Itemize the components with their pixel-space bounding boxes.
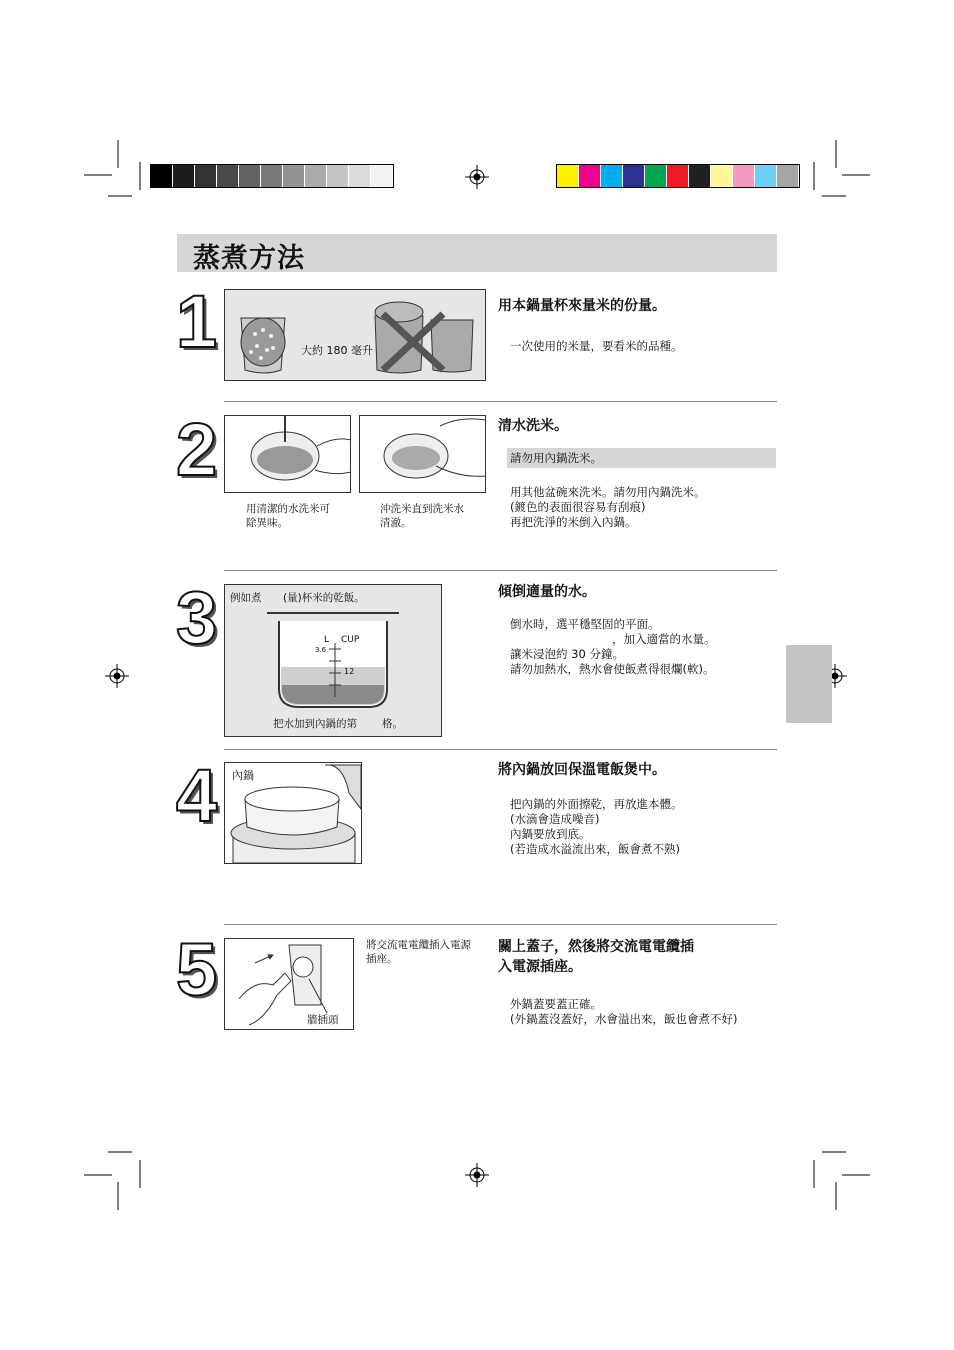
color-swatch	[283, 165, 305, 187]
color-bar	[556, 164, 800, 188]
step2-body-line: 再把洗淨的米倒入內鍋。	[510, 515, 637, 529]
title-band	[177, 234, 777, 272]
divider	[224, 749, 777, 750]
step1-heading: 用本鍋量杯來量米的份量。	[498, 298, 666, 314]
scale-right-value: 12	[344, 667, 355, 676]
rinsing-rice-icon	[360, 416, 486, 493]
divider	[224, 570, 777, 571]
color-swatch	[217, 165, 239, 187]
color-swatch	[261, 165, 283, 187]
cup-volume-label: 大約 180 毫升	[301, 344, 373, 357]
step4-illustration	[224, 762, 362, 864]
step-number-5: 5	[176, 928, 218, 1011]
step3-body-line: 請勿加熱水，熱水會使飯煮得很爛(軟)。	[510, 662, 715, 676]
step5-heading-line2: 入電源插座。	[498, 959, 582, 975]
color-swatch	[711, 165, 733, 187]
step5-side-note-line2: 插座。	[366, 953, 398, 965]
side-tab	[786, 645, 832, 723]
step5-side-note-line1: 將交流電電纜插入電源	[366, 939, 471, 951]
step4-heading: 將內鍋放回保溫電飯煲中。	[498, 762, 666, 778]
color-swatch	[733, 165, 755, 187]
page-title: 蒸煮方法	[193, 243, 305, 274]
scale-left-unit: L	[324, 635, 330, 645]
step3-heading: 傾倒適量的水。	[498, 584, 596, 600]
measuring-cup-icon	[225, 290, 486, 381]
color-swatch	[667, 165, 689, 187]
divider	[224, 924, 777, 925]
color-swatch	[777, 165, 799, 187]
step5-illustration	[224, 938, 354, 1030]
step4-body-line: 內鍋要放到底。	[510, 827, 591, 841]
step5-body-line: 外鍋蓋要蓋正確。	[510, 997, 602, 1011]
color-swatch	[623, 165, 645, 187]
color-swatch	[195, 165, 217, 187]
wall-socket-label: 牆插頭	[307, 1014, 339, 1026]
step3-box-bottom-b: 格。	[382, 718, 403, 730]
color-swatch	[327, 165, 349, 187]
scale-right-unit: CUP	[341, 635, 360, 645]
color-swatch	[579, 165, 601, 187]
color-swatch	[151, 165, 173, 187]
registration-mark-icon	[465, 165, 489, 189]
step-number-2: 2	[176, 408, 218, 491]
color-swatch	[349, 165, 371, 187]
step2-illustration-left	[224, 415, 351, 493]
step2-body-line: 用其他盆碗來洗米。請勿用內鍋洗米。	[510, 485, 706, 499]
color-swatch	[305, 165, 327, 187]
step3-box-bottom-a: 把水加到內鍋的第	[273, 718, 357, 730]
inner-pot-label: 內鍋	[232, 769, 254, 782]
step-number-3: 3	[176, 576, 218, 659]
color-swatch	[601, 165, 623, 187]
step5-body-line: (外鍋蓋沒蓋好，水會溢出來，飯也會煮不好)	[510, 1012, 738, 1026]
color-swatch	[689, 165, 711, 187]
color-swatch	[239, 165, 261, 187]
step3-box-top-b: (量)杯米的乾飯。	[283, 592, 365, 604]
grayscale-bar	[150, 164, 394, 188]
color-swatch	[557, 165, 579, 187]
color-swatch	[755, 165, 777, 187]
step2-illustration-right	[359, 415, 486, 493]
step2-caption-left-line2: 除異味。	[246, 517, 288, 529]
step4-body-line: 把內鍋的外面擦乾，再放進本體。	[510, 797, 683, 811]
step2-caption-right-line1: 沖洗米直到洗米水	[380, 503, 464, 515]
step2-heading: 清水洗米。	[498, 418, 568, 434]
step3-body-line: 倒水時，選平穩堅固的平面。	[510, 617, 660, 631]
scale-left-value: 3.6	[315, 646, 327, 654]
step4-body-line: (水滴會造成噪音)	[510, 812, 600, 826]
step-number-4: 4	[176, 754, 218, 837]
step2-caption-right-line2: 清澈。	[380, 517, 412, 529]
step1-illustration	[224, 289, 486, 381]
registration-mark-icon	[105, 664, 129, 688]
registration-mark-icon	[465, 1163, 489, 1187]
step5-heading-line1: 關上蓋子，然後將交流電電纜插	[498, 939, 694, 955]
step3-body-line: ，加入適當的水量。	[612, 632, 716, 646]
step-number-1: 1	[176, 280, 218, 363]
step2-note: 請勿用內鍋洗米。	[510, 451, 602, 465]
step2-body-line: (鍍色的表面很容易有刮痕)	[510, 500, 646, 514]
step3-illustration	[224, 584, 442, 737]
color-swatch	[173, 165, 195, 187]
color-swatch	[645, 165, 667, 187]
color-swatch	[371, 165, 393, 187]
inner-pot-scale-icon	[225, 585, 442, 737]
step1-body-line: 一次使用的米量，要看米的品種。	[510, 339, 683, 353]
step3-box-top-a: 例如煮	[230, 592, 262, 604]
step4-body-line: (若造成水溢流出來，飯會煮不熟)	[510, 842, 680, 856]
washing-rice-icon	[225, 416, 351, 493]
step2-caption-left-line1: 用清潔的水洗米可	[246, 503, 330, 515]
step3-body-line: 讓米浸泡約 30 分鐘。	[510, 647, 624, 661]
divider	[224, 401, 777, 402]
